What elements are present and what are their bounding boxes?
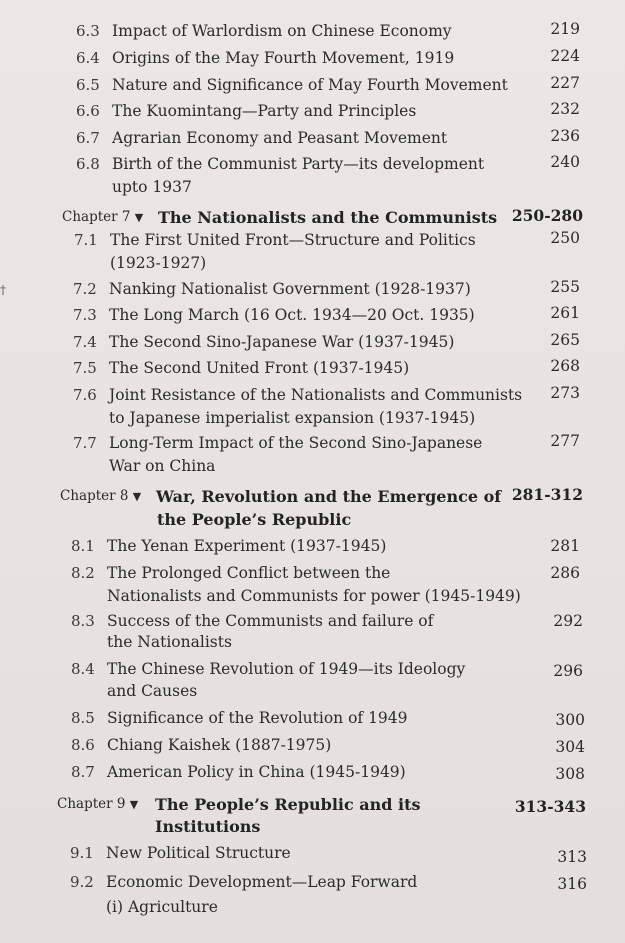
section-title: Success of the Communists and failure of xyxy=(107,612,434,630)
page-number: 232 xyxy=(550,100,580,118)
chapter-page-range: 313-343 xyxy=(514,797,586,816)
section-number: 8.3 xyxy=(71,612,95,630)
section-number: 8.5 xyxy=(71,709,95,727)
section-title: The Yenan Experiment (1937-1945) xyxy=(107,537,387,555)
page-edge-mark: † xyxy=(0,283,6,297)
section-number: 7.1 xyxy=(74,231,98,249)
triangle-down-icon: ▼ xyxy=(134,211,144,224)
section-title: Birth of the Communist Party—its development xyxy=(112,155,485,173)
page-number: 250 xyxy=(550,229,580,247)
chapter-title-continued: the People’s Republic xyxy=(157,510,352,529)
page-number: 300 xyxy=(555,711,585,729)
section-title: Impact of Warlordism on Chinese Economy xyxy=(112,22,452,40)
subsection-title: (i) Agriculture xyxy=(106,898,218,916)
section-number: 8.1 xyxy=(71,537,95,555)
section-number: 6.4 xyxy=(76,49,100,67)
page-number: 296 xyxy=(553,662,583,680)
section-number: 8.4 xyxy=(71,660,95,678)
page-number: 236 xyxy=(550,127,580,145)
section-title: The Long March (16 Oct. 1934—20 Oct. 1935) xyxy=(109,306,475,324)
section-number: 9.2 xyxy=(70,873,94,891)
section-title: The Prolonged Conflict between the xyxy=(107,564,391,582)
section-number: 7.2 xyxy=(73,280,97,298)
section-title: Chiang Kaishek (1887-1975) xyxy=(107,736,332,754)
section-title: Nature and Significance of May Fourth Movement xyxy=(112,76,508,94)
page-number: 308 xyxy=(555,765,585,783)
section-number: 7.4 xyxy=(73,333,97,351)
section-number: 7.5 xyxy=(73,359,97,377)
chapter-title-continued: Institutions xyxy=(155,817,261,836)
page-number: 286 xyxy=(550,564,580,582)
section-number: 8.6 xyxy=(71,736,95,754)
section-title: Long-Term Impact of the Second Sino-Japanese xyxy=(109,434,483,452)
page-number: 261 xyxy=(550,304,580,322)
section-title-continued: Nationalists and Communists for power (1945-1949) xyxy=(107,587,521,605)
section-title: The Kuomintang—Party and Principles xyxy=(112,102,417,120)
section-title: New Political Structure xyxy=(106,844,291,862)
page-number: 240 xyxy=(550,153,580,171)
chapter-page-range: 281-312 xyxy=(511,485,583,504)
section-title-continued: the Nationalists xyxy=(107,633,232,651)
section-title: Nanking Nationalist Government (1928-1937) xyxy=(109,280,471,298)
section-number: 6.8 xyxy=(76,155,100,173)
page-number: 219 xyxy=(550,20,580,38)
page-number: 268 xyxy=(550,357,580,375)
page-number: 224 xyxy=(550,47,580,65)
section-number: 7.6 xyxy=(73,386,97,404)
page-number: 316 xyxy=(557,875,587,893)
section-title-continued: upto 1937 xyxy=(112,178,192,196)
section-number: 7.3 xyxy=(73,306,97,324)
section-title: Joint Resistance of the Nationalists and Communists xyxy=(109,386,523,404)
chapter-label: Chapter 8 xyxy=(60,488,129,504)
section-title: The Second United Front (1937-1945) xyxy=(109,359,410,377)
section-number: 6.3 xyxy=(76,22,100,40)
section-title: The Second Sino-Japanese War (1937-1945) xyxy=(109,333,455,351)
page-number: 313 xyxy=(557,848,587,866)
chapter-title: War, Revolution and the Emergence of xyxy=(156,487,502,506)
section-title-continued: War on China xyxy=(109,457,216,475)
section-number: 7.7 xyxy=(73,434,97,452)
triangle-down-icon: ▼ xyxy=(129,798,139,811)
section-title-continued: and Causes xyxy=(107,682,198,700)
section-number: 8.2 xyxy=(71,564,95,582)
section-title: Significance of the Revolution of 1949 xyxy=(107,709,408,727)
triangle-down-icon: ▼ xyxy=(132,490,142,503)
section-title: Agrarian Economy and Peasant Movement xyxy=(112,129,448,147)
section-number: 8.7 xyxy=(71,763,95,781)
section-number: 6.6 xyxy=(76,102,100,120)
section-title-continued: (1923-1927) xyxy=(110,254,207,272)
page-number: 255 xyxy=(550,278,580,296)
section-number: 9.1 xyxy=(70,844,94,862)
section-title: Economic Development—Leap Forward xyxy=(106,873,418,891)
page-number: 265 xyxy=(550,331,580,349)
section-title: The Chinese Revolution of 1949—its Ideology xyxy=(107,660,466,678)
section-title: The First United Front—Structure and Politics xyxy=(110,231,476,249)
page-number: 227 xyxy=(550,74,580,92)
chapter-title: The Nationalists and the Communists xyxy=(158,208,498,227)
page-number: 292 xyxy=(553,612,583,630)
page-number: 277 xyxy=(550,432,580,450)
section-number: 6.7 xyxy=(76,129,100,147)
page-number: 273 xyxy=(550,384,580,402)
chapter-page-range: 250-280 xyxy=(511,206,583,225)
section-title: American Policy in China (1945-1949) xyxy=(107,763,406,781)
chapter-label: Chapter 7 xyxy=(62,209,131,225)
chapter-title: The People’s Republic and its xyxy=(155,795,421,814)
chapter-label: Chapter 9 xyxy=(57,796,126,812)
section-title: Origins of the May Fourth Movement, 1919 xyxy=(112,49,455,67)
section-title-continued: to Japanese imperialist expansion (1937-1945) xyxy=(109,409,476,427)
page-number: 304 xyxy=(555,738,585,756)
section-number: 6.5 xyxy=(76,76,100,94)
page-number: 281 xyxy=(550,537,580,555)
